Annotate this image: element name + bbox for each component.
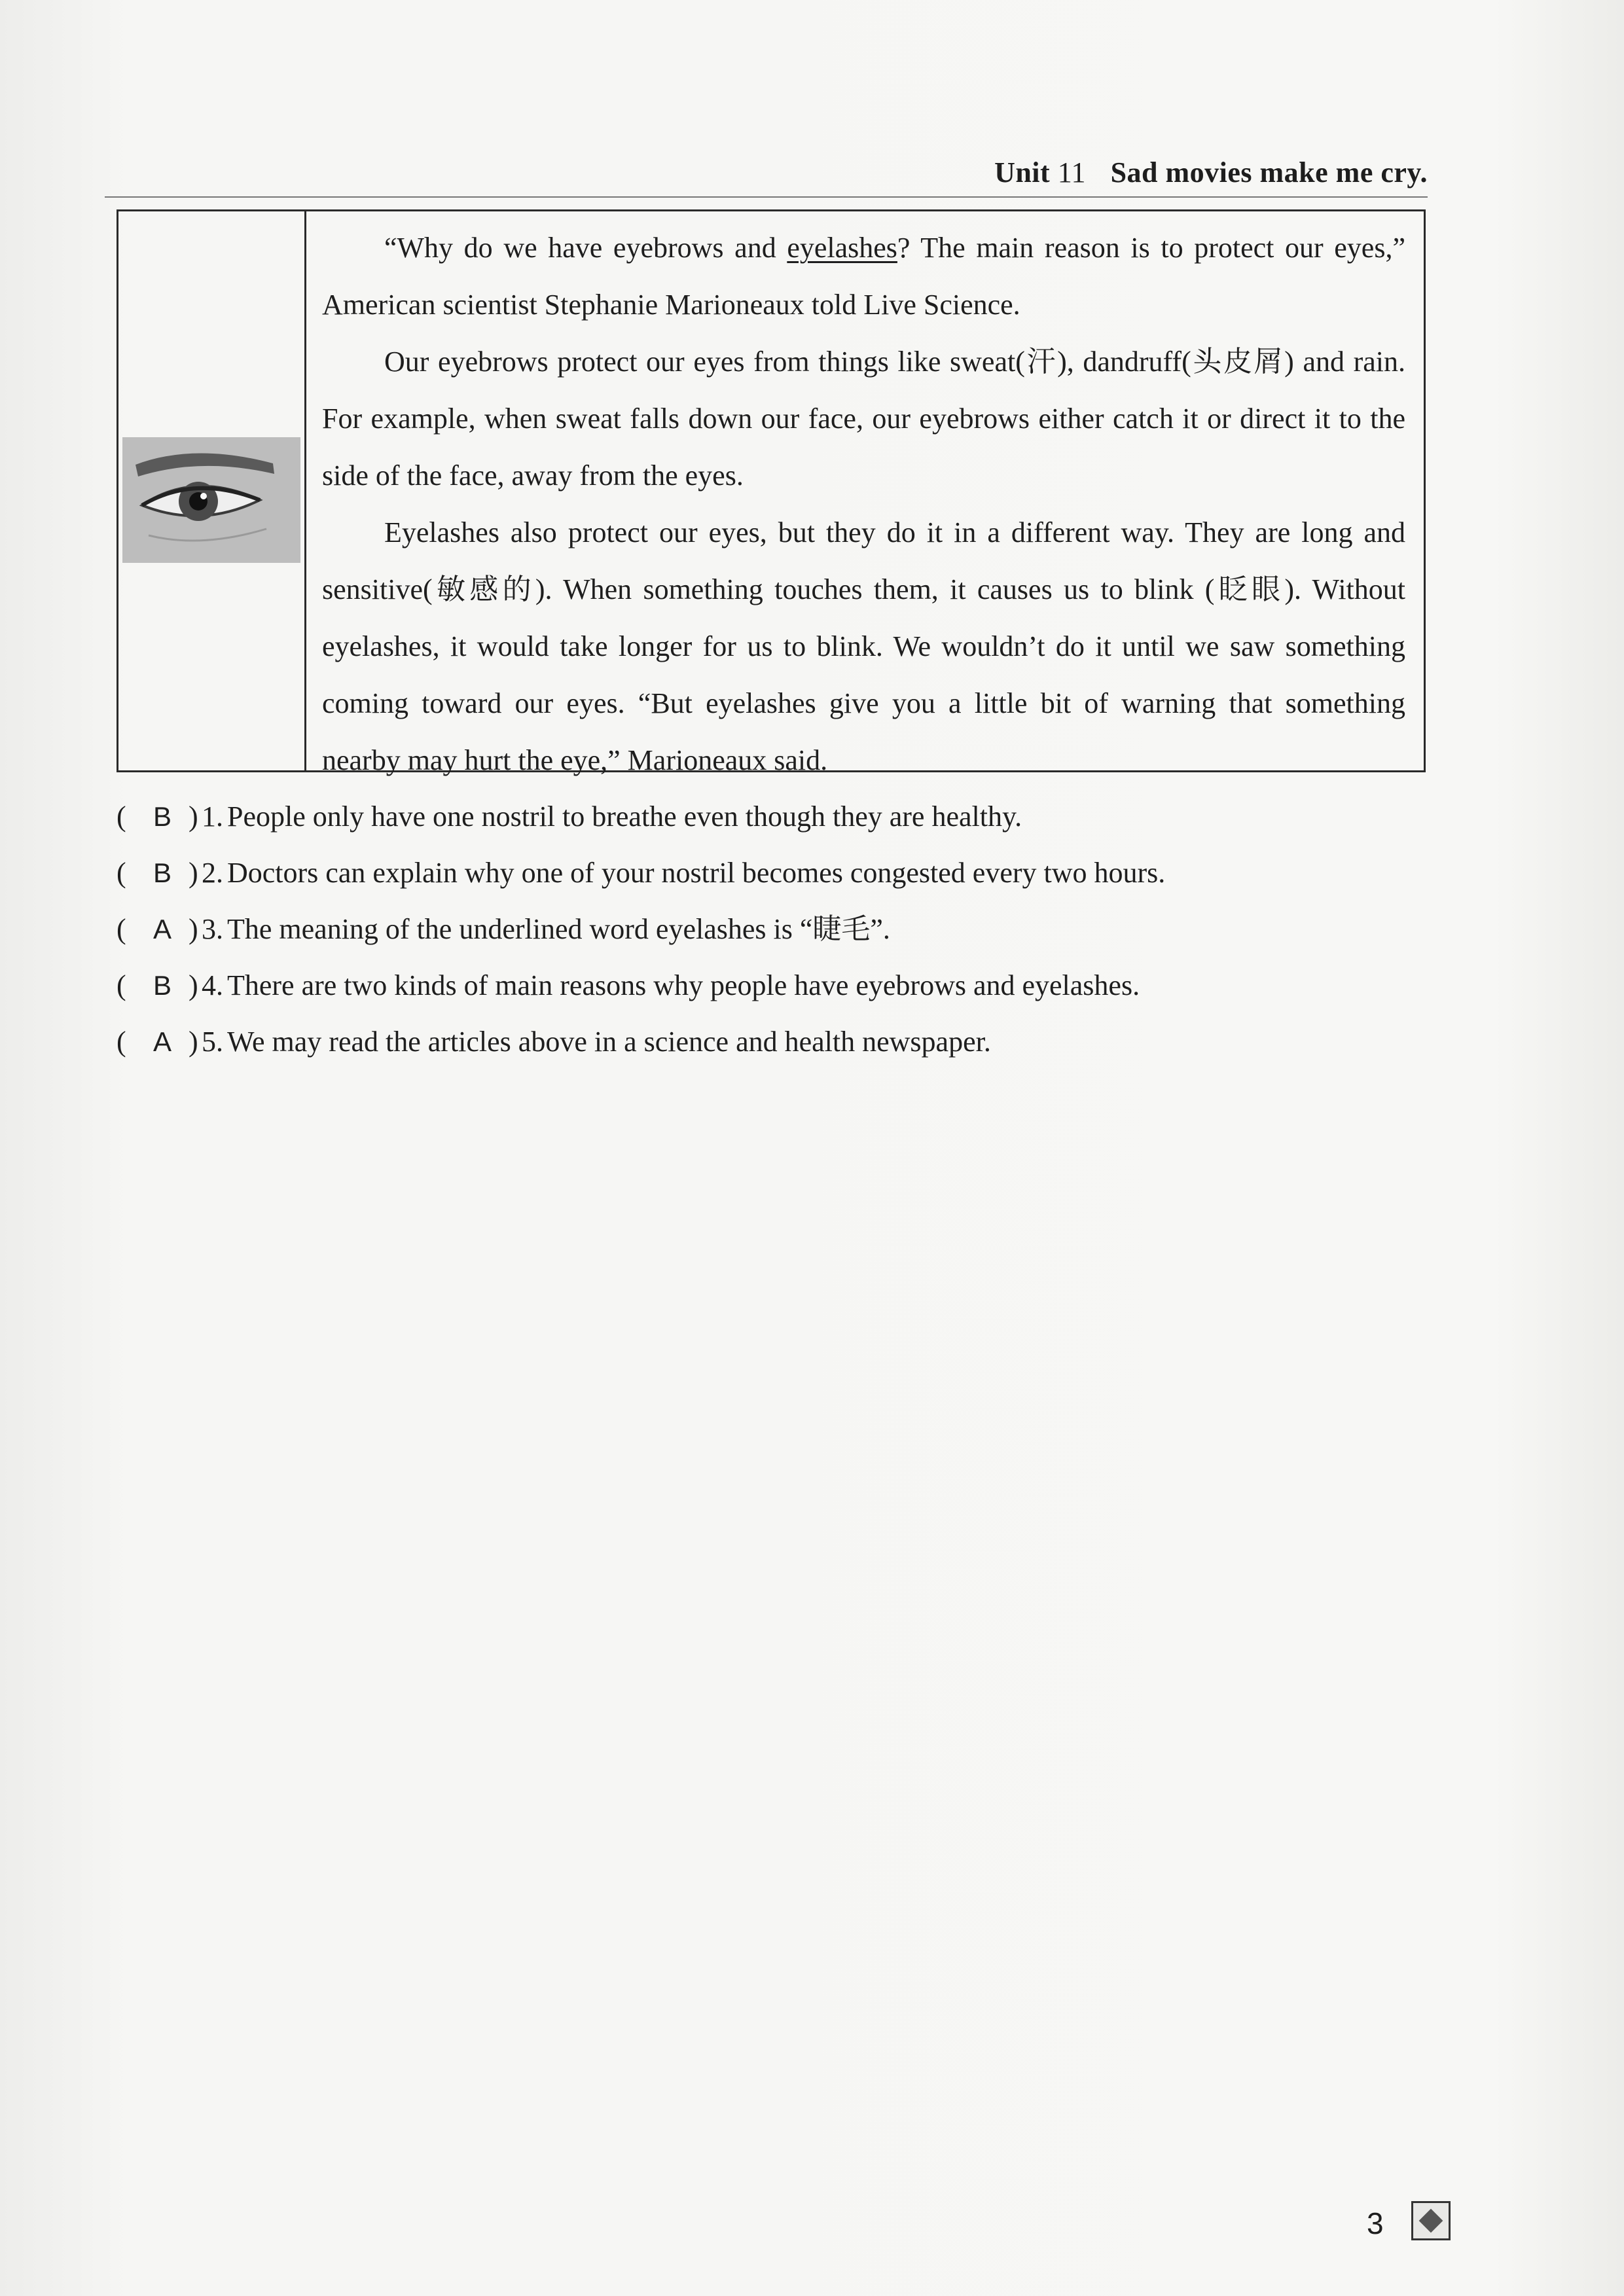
close-paren: ) [189,800,198,833]
open-paren: ( [117,1026,126,1058]
unit-title: Sad movies make me cry. [1110,156,1428,188]
paragraph-3: Eyelashes also protect our eyes, but they do it in a different way. They are long and sensitive(敏感的). When something touches them, it causes us to blink (眨眼). Without eyelashes, it would take longer for us to blink. We wouldn’t do it until we saw something coming toward our eyes. “But eyelashes give you a little bit of warning that something nearby may hurt the eye,” Marioneaux said. [322,516,1405,776]
paragraph-2: Our eyebrows protect our eyes from things like sweat(汗), dandruff(头皮屑) and rain. For example, when sweat falls down our face, our eyebrows either catch it or direct it to the side of the face, away from the eyes. [322,346,1405,492]
unit-label: Unit [994,156,1051,188]
eye-illustration [122,437,300,563]
question-text: There are two kinds of main reasons why people have eyebrows and eyelashes. [227,969,1140,1001]
unit-number: 11 [1057,156,1087,188]
close-paren: ) [189,913,198,945]
header-rule [105,196,1428,198]
question-text: People only have one nostril to breathe even though they are healthy. [227,800,1022,833]
open-paren: ( [117,969,126,1001]
answer-field[interactable]: B [153,801,171,832]
underlined-word: eyelashes [787,232,897,264]
question-number: 5. [202,1026,223,1058]
close-paren: ) [189,1026,198,1058]
question-text: The meaning of the underlined word eyelashes is “睫毛”. [227,913,890,945]
paragraph-1 [322,219,1405,333]
paragraph-1-end: ? The main reason is to protect our eyes,” American scientist Stephanie Marioneaux told Live Science. [322,232,1405,321]
answer-field[interactable]: A [153,914,171,944]
close-paren: ) [189,857,198,889]
answer-field[interactable]: A [153,1026,171,1057]
question-number: 3. [202,913,223,945]
passage-text [306,211,1424,776]
answer-field[interactable]: B [153,857,171,888]
close-paren: ) [189,969,198,1001]
reading-passage-box [117,209,1426,776]
paragraph-1-start: “Why do we have eyebrows and [384,232,787,264]
page-number: 3 [1367,2206,1384,2240]
eye-photo [122,437,300,563]
answer-field[interactable]: B [153,970,171,1001]
open-paren: ( [117,857,126,889]
question-row [117,901,1426,958]
diamond-icon-inner [1419,2209,1443,2233]
question-text: Doctors can explain why one of your nostril becomes congested every two hours. [227,857,1166,889]
question-row [117,958,1426,1014]
open-paren: ( [117,913,126,945]
question-list [117,789,1426,1070]
diamond-icon [1411,2201,1451,2240]
open-paren: ( [117,800,126,833]
question-row [117,789,1426,845]
question-number: 1. [202,800,223,833]
question-number: 4. [202,969,223,1001]
page-header [994,156,1428,189]
question-number: 2. [202,857,223,889]
image-column [118,211,306,770]
question-row [117,1014,1426,1070]
question-text: We may read the articles above in a science and health newspaper. [227,1026,991,1058]
question-row [117,845,1426,901]
